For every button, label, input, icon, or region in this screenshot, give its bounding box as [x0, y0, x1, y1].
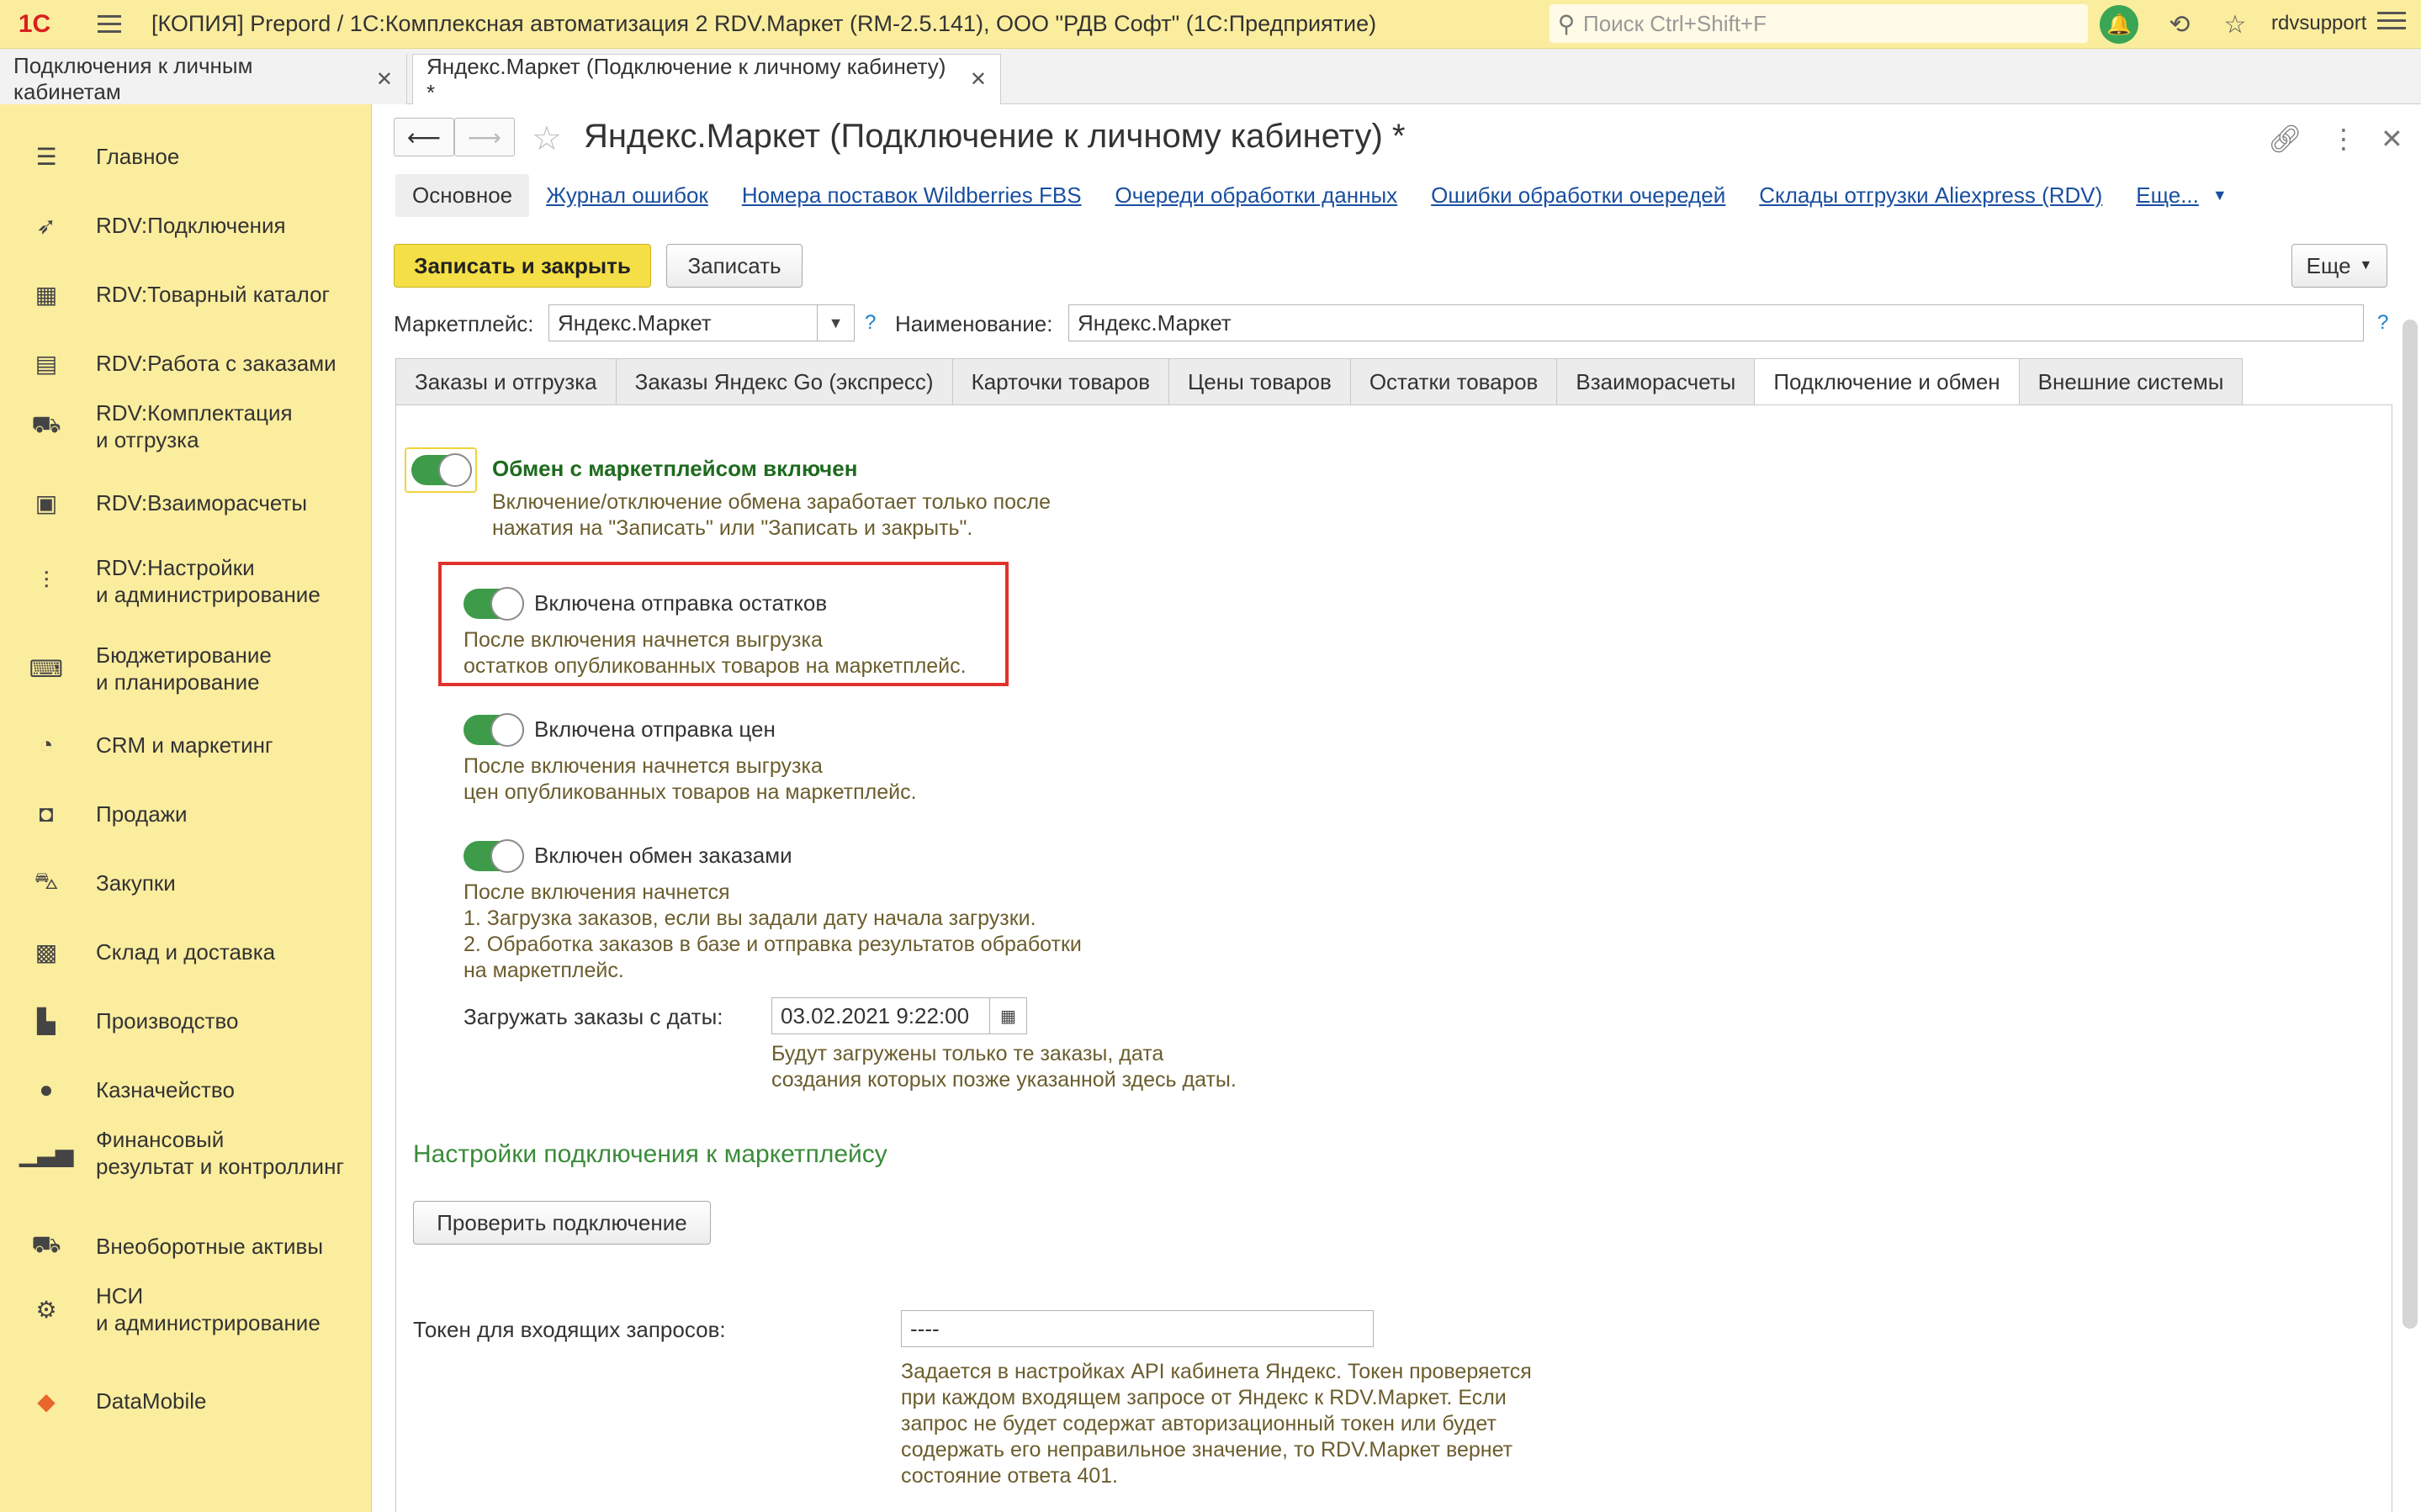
search-icon: ⚲: [1557, 10, 1576, 37]
save-button[interactable]: Записать: [666, 244, 803, 288]
tab-yandex-go-orders[interactable]: Заказы Яндекс Go (экспресс): [616, 358, 952, 405]
bag-icon: ◘: [39, 801, 54, 827]
token-field[interactable]: ----: [901, 1310, 1374, 1347]
sidebar-item-label: DataMobile: [96, 1388, 207, 1414]
sections-sidebar: [0, 104, 372, 1512]
help-icon[interactable]: ?: [2377, 311, 2389, 334]
sidebar-item-purchases[interactable]: [0, 864, 372, 901]
history-icon[interactable]: ⟲: [2169, 10, 2191, 39]
more-vertical-icon[interactable]: ⋮: [2330, 124, 2357, 154]
close-icon[interactable]: ✕: [969, 68, 987, 91]
sidebar-item-label: Главное: [96, 144, 180, 169]
exchange-enabled-hint: Включение/отключение обмена заработает только после нажатия на "Записать" или "Записать и закрыть".: [492, 490, 1052, 540]
sidebar-item-main[interactable]: [0, 138, 372, 175]
warehouse-icon: ▩: [34, 938, 58, 965]
menu-lines-icon: ☰: [35, 143, 57, 170]
tab-stock[interactable]: Остатки товаров: [1350, 358, 1557, 405]
sidebar-item-label: Финансовый результат и контроллинг: [96, 1127, 344, 1179]
sidebar-item-label: Внеоборотные активы: [96, 1234, 324, 1259]
tab-external-systems[interactable]: Внешние системы: [2019, 358, 2244, 405]
token-hint: Задается в настройках API кабинета Яндекс. Токен проверяется при каждом входящем запросе от Яндекс к RDV.Маркет. Если запрос не будет содержат авторизационный токен или будет содержать его неправильное значение, то RDV.Маркет вернет состояние ответа 401.: [901, 1360, 1532, 1488]
window-tab-label: Яндекс.Маркет (Подключение к личному кабинету) *: [426, 53, 946, 105]
close-icon[interactable]: ✕: [375, 67, 393, 91]
link-wb-fbs-supplies[interactable]: Номера поставок Wildberries FBS: [741, 182, 1082, 208]
load-from-date-label: Загружать заказы с даты:: [464, 1004, 723, 1029]
sidebar-item-label: RDV:Взаиморасчеты: [96, 490, 308, 515]
sidebar-item-sales[interactable]: [0, 796, 372, 833]
pie-icon: ◔: [39, 732, 54, 758]
link-error-log[interactable]: Журнал ошибок: [546, 182, 708, 208]
link-main[interactable]: Основное: [395, 174, 529, 217]
sidebar-item-label: CRM и маркетинг: [96, 732, 273, 758]
link-more[interactable]: Еще...: [2136, 182, 2199, 208]
sidebar-item-rdv-catalog[interactable]: [0, 276, 372, 313]
sidebar-item-financial-results[interactable]: [0, 1123, 372, 1182]
notifications-bell-icon[interactable]: 🔔: [2100, 5, 2138, 44]
app-title: [КОПИЯ] Prepord / 1С:Комплексная автоматизация 2 RDV.Маркет (RM-2.5.141), ООО "РДВ Софт" (1С:Предприятие): [151, 11, 1377, 36]
tab-orders-shipping[interactable]: Заказы и отгрузка: [395, 358, 616, 405]
exchange-enabled-label: Обмен с маркетплейсом включен: [492, 456, 858, 481]
sidebar-item-budgeting[interactable]: [0, 639, 372, 698]
window-tab-label: Подключения к личным кабинетам: [13, 53, 253, 104]
sidebar-item-production[interactable]: [0, 1002, 372, 1039]
search-input[interactable]: [1550, 4, 2088, 43]
connection-settings-title: Настройки подключения к маркетплейсу: [413, 1140, 887, 1168]
gear-icon: ⚙: [35, 1296, 57, 1323]
chevron-down-icon: ▼: [2359, 258, 2373, 272]
search-placeholder: Поиск Ctrl+Shift+F: [1583, 10, 1767, 36]
connection-exchange-panel: [395, 404, 2392, 1512]
cart-icon: ⛍: [34, 868, 59, 894]
tab-connection-exchange[interactable]: Подключение и обмен: [1754, 358, 2018, 405]
orders-exchange-toggle[interactable]: [464, 841, 524, 871]
sidebar-item-label: Казначейство: [96, 1077, 235, 1102]
more-actions-label: Еще: [2306, 252, 2351, 278]
sidebar-item-label: RDV:Настройки и администрирование: [96, 555, 321, 607]
stock-sending-label: Включена отправка остатков: [534, 590, 828, 616]
window-tabs-bar: [0, 49, 2421, 104]
save-and-close-button[interactable]: Записать и закрыть: [394, 244, 651, 288]
bars-icon: ▁▃▅: [19, 1139, 74, 1166]
marketplace-dropdown-icon[interactable]: ▼: [818, 304, 855, 341]
main-menu-icon[interactable]: [89, 0, 130, 49]
datamobile-icon: ◆: [37, 1388, 56, 1414]
sidebar-item-label: Бюджетирование и планирование: [96, 642, 272, 695]
arrow-left-icon: ⟵: [406, 124, 442, 151]
window-tab-connections[interactable]: [0, 54, 407, 104]
stock-sending-toggle[interactable]: [464, 589, 524, 619]
stock-sending-hint: После включения начнется выгрузка остатков опубликованных товаров на маркетплейс.: [464, 628, 967, 678]
name-label: Наименование:: [895, 311, 1053, 336]
grid-icon: ▦: [34, 281, 58, 308]
chart-icon: ⌨: [29, 655, 64, 682]
check-connection-button[interactable]: Проверить подключение: [413, 1201, 711, 1245]
orders-exchange-hint: После включения начнется 1. Загрузка заказов, если вы задали дату начала загрузки. 2. Обработка заказов в базе и отправка результатов обработки на маркетплейс.: [464, 880, 1082, 982]
window-tab-yandex-market[interactable]: [412, 54, 1001, 104]
sidebar-item-label: Производство: [96, 1008, 239, 1034]
sidebar-item-rdv-connections[interactable]: [0, 207, 372, 244]
sidebar-item-label: Продажи: [96, 801, 188, 827]
clipboard-icon: ▤: [34, 350, 58, 377]
user-name[interactable]: rdvsupport: [2271, 12, 2367, 34]
favorite-star-icon[interactable]: ☆: [532, 120, 562, 157]
prices-sending-hint: После включения начнется выгрузка цен опубликованных товаров на маркетплейс.: [464, 754, 917, 804]
sidebar-item-nsi-admin[interactable]: [0, 1280, 372, 1339]
arrow-right-icon: ⟶: [467, 124, 502, 151]
sidebar-item-fixed-assets[interactable]: [0, 1228, 372, 1265]
sidebar-item-rdv-settings[interactable]: [0, 552, 372, 611]
sidebar-item-crm[interactable]: [0, 727, 372, 764]
close-icon[interactable]: ✕: [2381, 124, 2403, 154]
sidebar-item-label: Склад и доставка: [96, 939, 276, 965]
calendar-icon[interactable]: ▦: [990, 997, 1027, 1034]
form-area: [372, 104, 2421, 1512]
app-header: [0, 0, 2421, 49]
tab-prices[interactable]: Цены товаров: [1168, 358, 1350, 405]
sliders-icon: ⫶: [43, 567, 50, 594]
form-navigation-links: [395, 173, 2228, 217]
marketplace-field[interactable]: Яндекс.Маркет: [548, 304, 818, 341]
coin-icon: ●: [39, 1076, 54, 1102]
sidebar-item-label: RDV:Работа с заказами: [96, 351, 336, 376]
settings-menu-icon[interactable]: [2377, 12, 2406, 29]
help-icon[interactable]: ?: [865, 311, 877, 334]
tab-product-cards[interactable]: Карточки товаров: [952, 358, 1168, 405]
load-from-date-hint: Будут загружены только те заказы, дата создания которых позже указанной здесь даты.: [771, 1042, 1237, 1092]
forward-button[interactable]: [454, 118, 515, 156]
sidebar-item-label: Закупки: [96, 870, 176, 896]
link-queue-errors[interactable]: Ошибки обработки очередей: [1431, 182, 1726, 208]
sidebar-item-label: RDV:Подключения: [96, 213, 286, 238]
sidebar-item-datamobile[interactable]: [0, 1382, 372, 1419]
link-processing-queues[interactable]: Очереди обработки данных: [1115, 182, 1398, 208]
exchange-enabled-toggle[interactable]: [411, 455, 472, 485]
sidebar-item-treasury[interactable]: [0, 1071, 372, 1108]
link-aliexpress-warehouses[interactable]: Склады отгрузки Aliexpress (RDV): [1759, 182, 2103, 208]
token-label: Токен для входящих запросов:: [413, 1317, 726, 1342]
truck-icon: ⛟: [31, 1231, 61, 1257]
favorites-star-icon[interactable]: ☆: [2223, 10, 2247, 39]
more-actions-button[interactable]: [2291, 244, 2387, 288]
calculator-icon: ▣: [34, 489, 58, 516]
load-from-date-field[interactable]: 03.02.2021 9:22:00: [771, 997, 990, 1034]
back-button[interactable]: [394, 118, 454, 156]
chevron-down-icon[interactable]: ▼: [2212, 186, 2228, 204]
1c-logo[interactable]: 1С: [18, 9, 51, 38]
orders-exchange-label: Включен обмен заказами: [534, 843, 792, 868]
sidebar-item-label: RDV:Товарный каталог: [96, 282, 331, 307]
sidebar-item-rdv-picking[interactable]: [0, 397, 372, 456]
prices-sending-toggle[interactable]: [464, 715, 524, 745]
sidebar-item-rdv-settlements[interactable]: [0, 484, 372, 521]
factory-icon: ▙: [37, 1007, 56, 1034]
tab-settlements[interactable]: Взаиморасчеты: [1556, 358, 1754, 405]
link-icon[interactable]: 🔗︎: [2268, 124, 2302, 154]
name-field[interactable]: Яндекс.Маркет: [1068, 304, 2364, 341]
cart-box-icon: ⛟: [31, 411, 61, 437]
form-tabs: [395, 358, 2243, 405]
prices-sending-label: Включена отправка цен: [534, 716, 776, 742]
rocket-icon: ➶: [36, 212, 56, 239]
sidebar-item-label: RDV:Комплектация и отгрузка: [96, 400, 293, 452]
sidebar-item-label: НСИ и администрирование: [96, 1283, 321, 1335]
form-title: Яндекс.Маркет (Подключение к личному кабинету) *: [584, 118, 1406, 155]
sidebar-item-rdv-orders[interactable]: [0, 345, 372, 382]
vertical-scrollbar[interactable]: [2402, 320, 2418, 1329]
marketplace-label: Маркетплейс:: [394, 311, 534, 336]
sidebar-item-warehouse[interactable]: [0, 933, 372, 970]
